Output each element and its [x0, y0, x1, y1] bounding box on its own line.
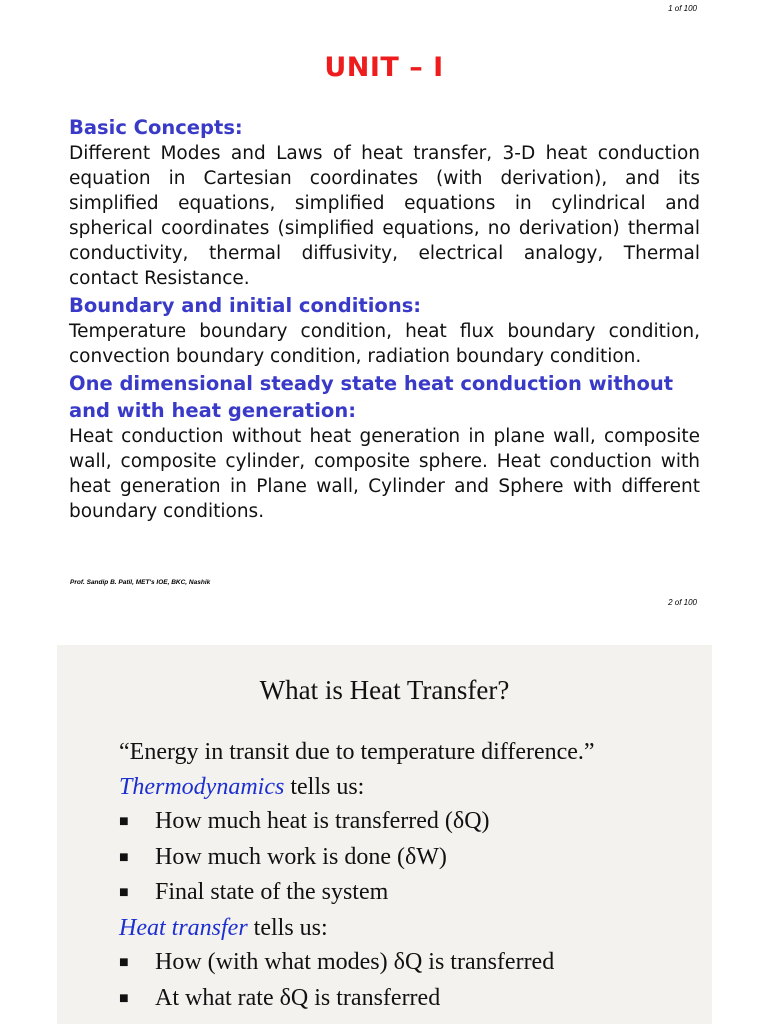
bullet-text: How much heat is transferred (δQ)	[155, 808, 490, 834]
bullet-item	[119, 875, 709, 911]
section-heading: Basic Concepts:	[69, 116, 243, 139]
bullet-text: How much work is done (δW)	[155, 843, 447, 870]
bullet-item	[119, 981, 709, 1017]
section-one-dimensional	[69, 370, 700, 524]
section-text: Heat conduction without heat generation in plane wall, composite wall, composite cylinder, composite sphere. Heat conduction with heat generation in Plane wall, Cylinder and Sphere with different boundary conditions.	[69, 426, 700, 522]
bullet-item	[119, 945, 709, 981]
page-number-2: 2 of 100	[668, 598, 697, 607]
unit-title: UNIT – I	[324, 52, 444, 83]
thermodynamics-rest: tells us:	[284, 773, 365, 800]
bullet-text: At what rate δQ is transferred	[155, 984, 441, 1011]
bullet-square-icon: ■	[119, 848, 129, 866]
bullet-square-icon: ■	[119, 884, 129, 901]
slide-content	[119, 735, 709, 1016]
section-heading: Boundary and initial conditions:	[69, 294, 422, 317]
quote-line: “Energy in transit due to temperature difference.”	[119, 739, 595, 765]
heat-transfer-term: Heat transfer	[119, 914, 248, 941]
footer-credit: Prof. Sandip B. Patil, MET's IOE, BKC, Nashik	[70, 579, 211, 586]
section-text: Temperature boundary condition, heat flux boundary condition, convection boundary condition, radiation boundary condition.	[69, 321, 700, 367]
slide-title: What is Heat Transfer?	[259, 675, 510, 705]
heat-transfer-line	[119, 911, 709, 946]
thermodynamics-line	[119, 770, 709, 805]
bullet-item	[119, 840, 709, 876]
slide-image-heat-transfer	[57, 645, 712, 1024]
syllabus-body	[69, 114, 700, 525]
bullet-text: Final state of the system	[155, 879, 389, 905]
section-basic-concepts	[69, 114, 700, 291]
heat-transfer-rest: tells us:	[247, 914, 328, 941]
thermodynamics-term: Thermodynamics	[119, 773, 285, 800]
section-text: Different Modes and Laws of heat transfer, 3-D heat conduction equation in Cartesian coordinates (with derivation), and its simplified equations, simplified equations in cylindrical and spherical coordinates (simplified equations, no derivation) thermal conductivity, thermal diffusivity, electrical analogy, Thermal contact Resistance.	[69, 143, 700, 289]
bullet-square-icon: ■	[119, 813, 129, 830]
page-number-1: 1 of 100	[668, 4, 697, 13]
bullet-item	[119, 804, 709, 840]
section-boundary-conditions	[69, 292, 700, 369]
bullet-square-icon: ■	[119, 989, 129, 1007]
section-heading: One dimensional steady state heat conduction without and with heat generation:	[69, 372, 674, 422]
bullet-square-icon: ■	[119, 954, 129, 971]
bullet-text: How (with what modes) δQ is transferred	[155, 949, 555, 975]
